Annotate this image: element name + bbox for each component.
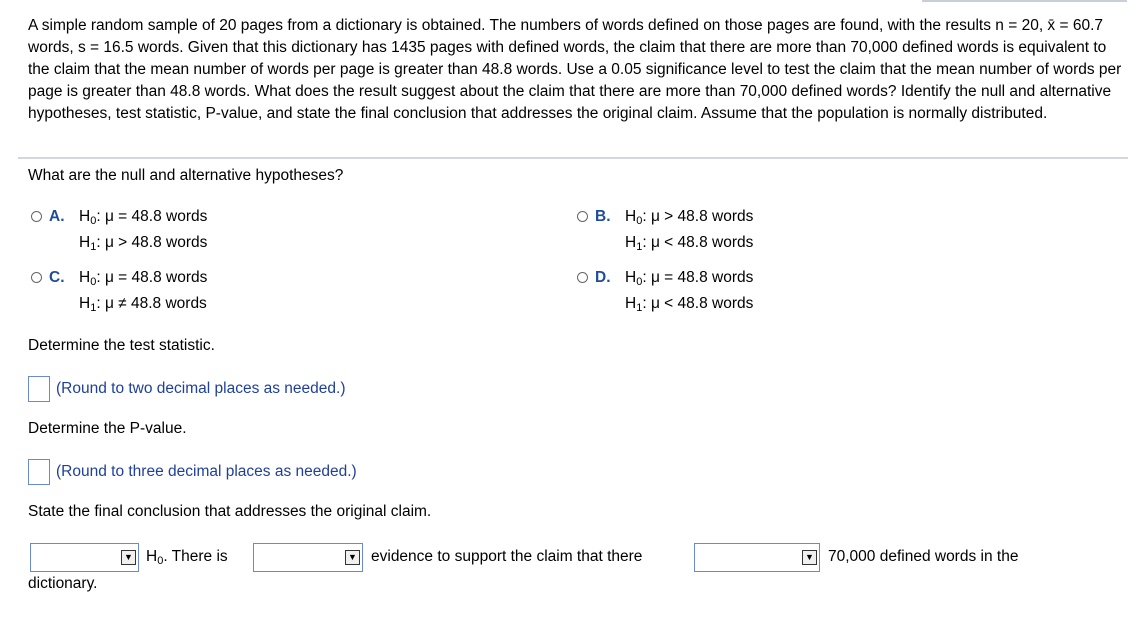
question-conclusion: State the final conclusion that addresses the original claim. — [28, 503, 432, 520]
conclusion-h0-text: $H_0$. There is — [146, 548, 228, 567]
choice-letter: C. — [49, 269, 65, 286]
choice-d[interactable] — [577, 265, 877, 317]
choice-letter: A. — [49, 208, 65, 225]
test-statistic-input[interactable] — [28, 376, 50, 402]
alt-hypothesis: $H_1$: μ < 48.8 words — [625, 295, 754, 314]
radio-b[interactable] — [577, 211, 588, 222]
null-hypothesis: $H_0$: μ = 48.8 words — [625, 269, 754, 288]
section-divider — [18, 157, 1128, 159]
choice-b[interactable] — [577, 204, 877, 256]
evidence-select[interactable] — [253, 543, 363, 572]
alt-hypothesis: $H_1$: μ > 48.8 words — [79, 234, 208, 253]
p-value-input[interactable] — [28, 459, 50, 485]
alt-hypothesis: $H_1$: μ ≠ 48.8 words — [79, 295, 207, 314]
radio-c[interactable] — [31, 272, 42, 283]
triangle-down-icon: ▼ — [802, 550, 817, 565]
p-value-row — [28, 459, 357, 485]
null-hypothesis: $H_0$: μ > 48.8 words — [625, 208, 754, 227]
conclusion-middle-text: evidence to support the claim that there — [371, 548, 643, 565]
top-edge-strip — [922, 0, 1127, 2]
question-hypotheses: What are the null and alternative hypotheses? — [28, 167, 344, 184]
radio-a[interactable] — [31, 211, 42, 222]
conclusion-end-text: 70,000 defined words in the — [828, 548, 1019, 565]
comparison-select[interactable] — [694, 543, 820, 572]
null-hypothesis: $H_0$: μ = 48.8 words — [79, 208, 208, 227]
choice-letter: D. — [595, 269, 611, 286]
radio-d[interactable] — [577, 272, 588, 283]
choice-c[interactable] — [31, 265, 331, 317]
problem-statement: A simple random sample of 20 pages from a dictionary is obtained. The numbers of words defined on those pages are found, with the results n = 20, x̄ = 60.7 words, s = 16.5 words. Given that this dictionary has 1435 pages with defined words, the claim that there are more than 70,000 defined words is equivalent to the claim that the mean number of words per page is greater than 48.8 words. Use a 0.05 significance level to test the claim that the mean number of words per page is greater than 48.8 words. What does the result suggest about the claim that there are more than 70,000 defined words? Identify the null and alternative hypotheses, test statistic, P-value, and state the final conclusion that addresses the original claim. Assume that the population is normally distributed. — [28, 17, 1122, 122]
choice-a[interactable] — [31, 204, 331, 256]
choice-letter: B. — [595, 208, 611, 225]
question-test-statistic: Determine the test statistic. — [28, 337, 215, 354]
question-p-value: Determine the P-value. — [28, 420, 187, 437]
rounding-hint: (Round to three decimal places as needed.) — [56, 463, 357, 480]
null-hypothesis: $H_0$: μ = 48.8 words — [79, 269, 208, 288]
triangle-down-icon: ▼ — [121, 550, 136, 565]
alt-hypothesis: $H_1$: μ < 48.8 words — [625, 234, 754, 253]
test-statistic-row — [28, 376, 346, 402]
triangle-down-icon: ▼ — [345, 550, 360, 565]
rounding-hint: (Round to two decimal places as needed.) — [56, 380, 346, 397]
conclusion-last-line: dictionary. — [28, 575, 98, 592]
decision-select[interactable] — [30, 543, 139, 572]
